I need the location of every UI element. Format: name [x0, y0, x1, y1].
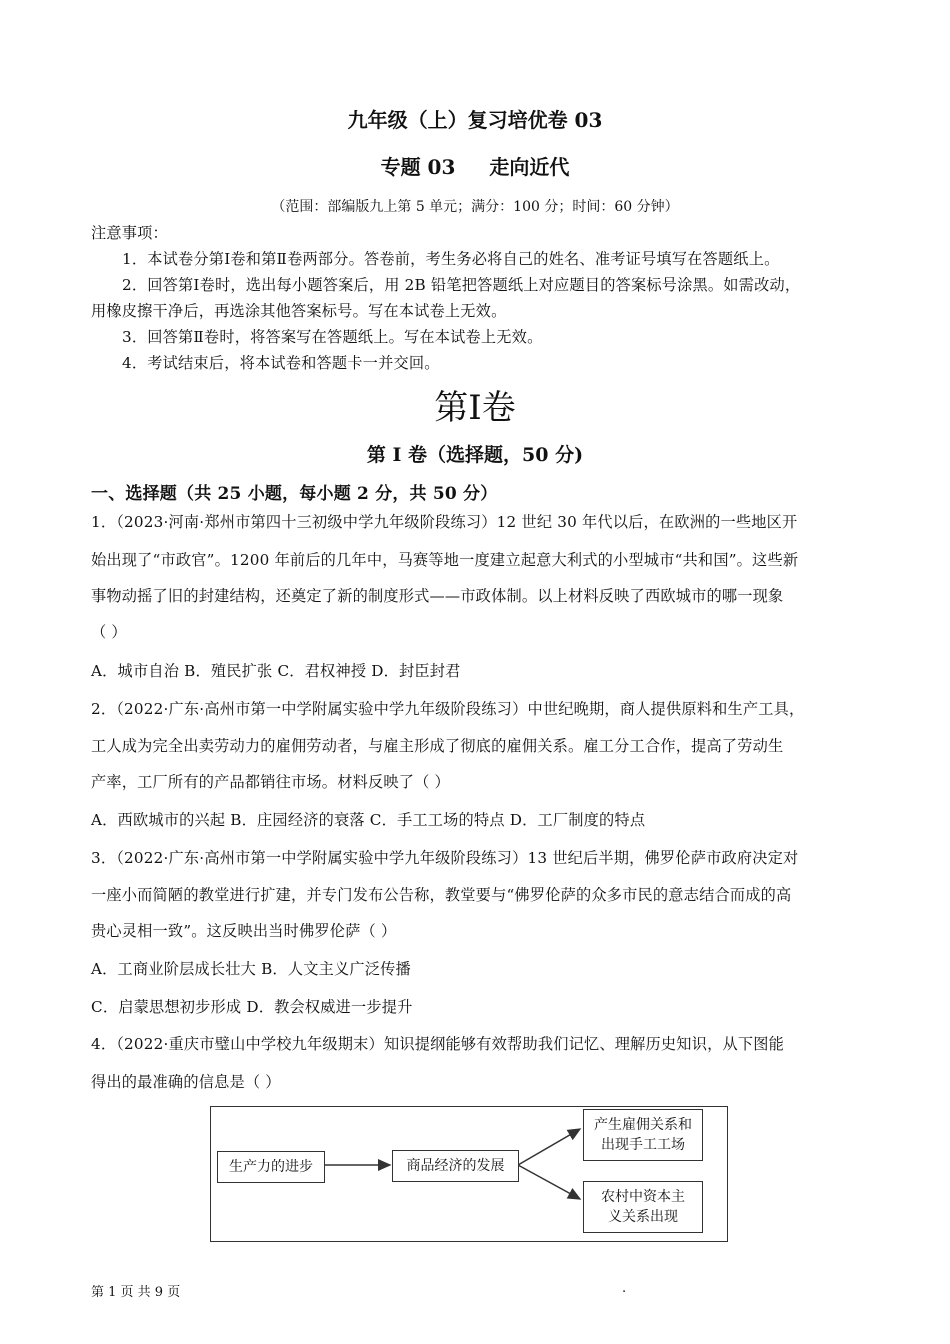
topic-code: 专题 03 [380, 155, 456, 179]
arrow-commodity-to-capitalism [518, 1165, 580, 1199]
note-3: 3．回答第Ⅱ卷时，将答案写在答题纸上。写在本试卷上无效。 [122, 328, 543, 346]
q1-options: A．城市自治 B．殖民扩张 C．君权神授 D．封臣封君 [91, 662, 461, 680]
q2-line-1: 2．（2022·广东·高州市第一中学附属实验中学九年级阶段练习）中世纪晚期，商人提供原料和生产工具， [91, 700, 805, 718]
box-employment-workshop-line-1: 产生雇佣关系和 [594, 1117, 692, 1133]
part-one-big-title: 第Ⅰ卷 [434, 388, 516, 428]
note-2-line-1: 2．回答第Ⅰ卷时，选出每小题答案后，用 2B 铅笔把答题纸上对应题目的答案标号涂黑。如需改动， [122, 276, 801, 294]
arrow-commodity-to-employment [518, 1129, 580, 1165]
note-4: 4．考试结束后，将本试卷和答题卡一并交回。 [122, 354, 440, 372]
choice-group-title: 一、选择题（共 25 小题，每小题 2 分，共 50 分） [91, 484, 498, 504]
q3-line-3: 贵心灵相一致”。这反映出当时佛罗伦萨（ ） [91, 922, 397, 940]
q4-line-2: 得出的最准确的信息是（ ） [91, 1073, 281, 1091]
q3-options-row-2: C．启蒙思想初步形成 D．教会权威进一步提升 [91, 998, 413, 1016]
page-number: 第 1 页 共 9 页 [91, 1285, 181, 1300]
note-1: 1．本试卷分第Ⅰ卷和第Ⅱ卷两部分。答卷前，考生务必将自己的姓名、准考证号填写在答题纸上。 [122, 250, 780, 268]
q1-line-2: 始出现了“市政官”。1200 年前后的几年中，马赛等地一度建立起意大利式的小型城市“共和国”。这些新 [91, 551, 799, 569]
box-rural-capitalism-line-2: 义关系出现 [608, 1209, 678, 1225]
exam-title: 九年级（上）复习培优卷 03 [347, 108, 603, 132]
notes-heading: 注意事项： [91, 224, 168, 242]
box-rural-capitalism-line-1: 农村中资本主 [601, 1189, 685, 1205]
footer-dot: . [622, 1281, 627, 1296]
q2-line-2: 工人成为完全出卖劳动力的雇佣劳动者，与雇主形成了彻底的雇佣关系。雇工分工合作，提高了劳动生 [91, 737, 784, 755]
box-commodity-economy: 商品经济的发展 [392, 1150, 519, 1182]
box-employment-workshop [583, 1109, 703, 1161]
q3-options-row-1: A．工商业阶层成长壮大 B．人文主义广泛传播 [91, 960, 411, 978]
topic-subtitle [0, 151, 950, 180]
q1-line-3: 事物动摇了旧的封建结构，还奠定了新的制度形式——市政体制。以上材料反映了西欧城市的哪一现象 [91, 587, 784, 605]
q2-options: A．西欧城市的兴起 B．庄园经济的衰落 C．手工工场的特点 D．工厂制度的特点 [91, 811, 646, 829]
q4-line-1: 4．（2022·重庆市璧山中学校九年级期末）知识提纲能够有效帮助我们记忆、理解历史知识，从下图能 [91, 1035, 785, 1053]
q3-line-1: 3．（2022·广东·高州市第一中学附属实验中学九年级阶段练习）13 世纪后半期，佛罗伦萨市政府决定对 [91, 849, 799, 867]
q2-line-3: 产率，工厂所有的产品都销往市场。材料反映了（ ） [91, 773, 450, 791]
knowledge-outline-diagram [210, 1106, 728, 1242]
box-rural-capitalism [583, 1181, 703, 1233]
q1-line-4: （ ） [91, 623, 127, 641]
topic-name: 走向近代 [489, 155, 570, 179]
note-2-line-2: 用橡皮擦干净后，再选涂其他答案标号。写在本试卷上无效。 [91, 302, 507, 320]
part-one-section-title: 第 I 卷（选择题，50 分) [366, 444, 584, 466]
q1-line-1: 1．（2023·河南·郑州市第四十三初级中学九年级阶段练习）12 世纪 30 年代以后，在欧洲的一些地区开 [91, 513, 798, 531]
q3-line-2: 一座小而简陋的教堂进行扩建，并专门发布公告称，教堂要与“佛罗伦萨的众多市民的意志结合而成的高 [91, 886, 792, 904]
box-employment-workshop-line-2: 出现手工工场 [601, 1137, 685, 1153]
box-productivity-progress: 生产力的进步 [217, 1151, 325, 1183]
exam-scope: （范围：部编版九上第 5 单元；满分：100 分；时间：60 分钟） [271, 199, 679, 215]
